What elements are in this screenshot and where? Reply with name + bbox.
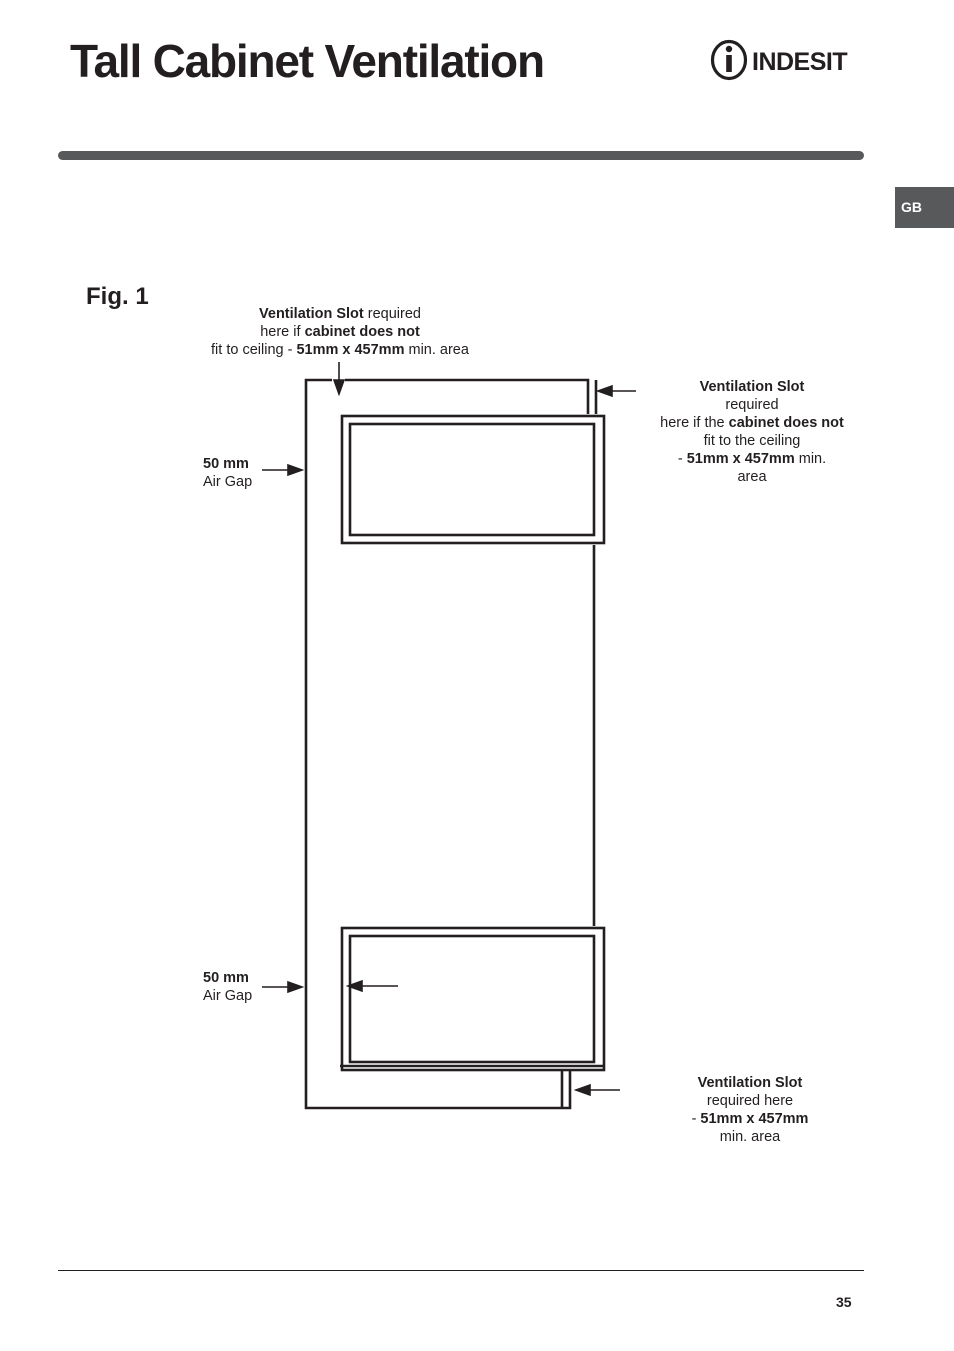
air-gap-label-upper: 50 mm Air Gap <box>203 456 253 490</box>
cabinet-outline <box>306 380 570 1108</box>
ventilation-note-top: Ventilation Slot required here if cabinet does not fit to ceiling - 51mm x 457mm min. area <box>211 306 469 358</box>
air-gap-label-lower: 50 mm Air Gap <box>203 970 253 1004</box>
page-title: Tall Cabinet Ventilation <box>70 35 544 87</box>
lower-appliance-inner <box>350 936 594 1062</box>
footer-rule <box>58 1270 864 1271</box>
ventilation-note-right: Ventilation Slot required here if the cabinet does not fit to the ceiling - 51mm x 457mm min. area <box>660 379 844 485</box>
upper-appliance-outer <box>342 416 604 543</box>
upper-appliance-inner <box>350 424 594 535</box>
cabinet-top-edge <box>345 380 588 414</box>
language-tab: GB <box>895 187 954 228</box>
page-number: 35 <box>836 1294 852 1310</box>
arrow-right-icon <box>288 465 302 475</box>
arrow-down-icon <box>334 380 344 394</box>
lower-appliance-outer <box>342 928 604 1070</box>
arrow-right-icon <box>288 982 302 992</box>
arrow-left-icon <box>576 1085 590 1095</box>
ventilation-note-bottom: Ventilation Slot required here - 51mm x 457mm min. area <box>691 1075 809 1145</box>
figure-label: Fig. 1 <box>86 283 149 310</box>
arrow-left-icon <box>598 386 612 396</box>
svg-text:INDESIT: INDESIT <box>752 48 848 76</box>
